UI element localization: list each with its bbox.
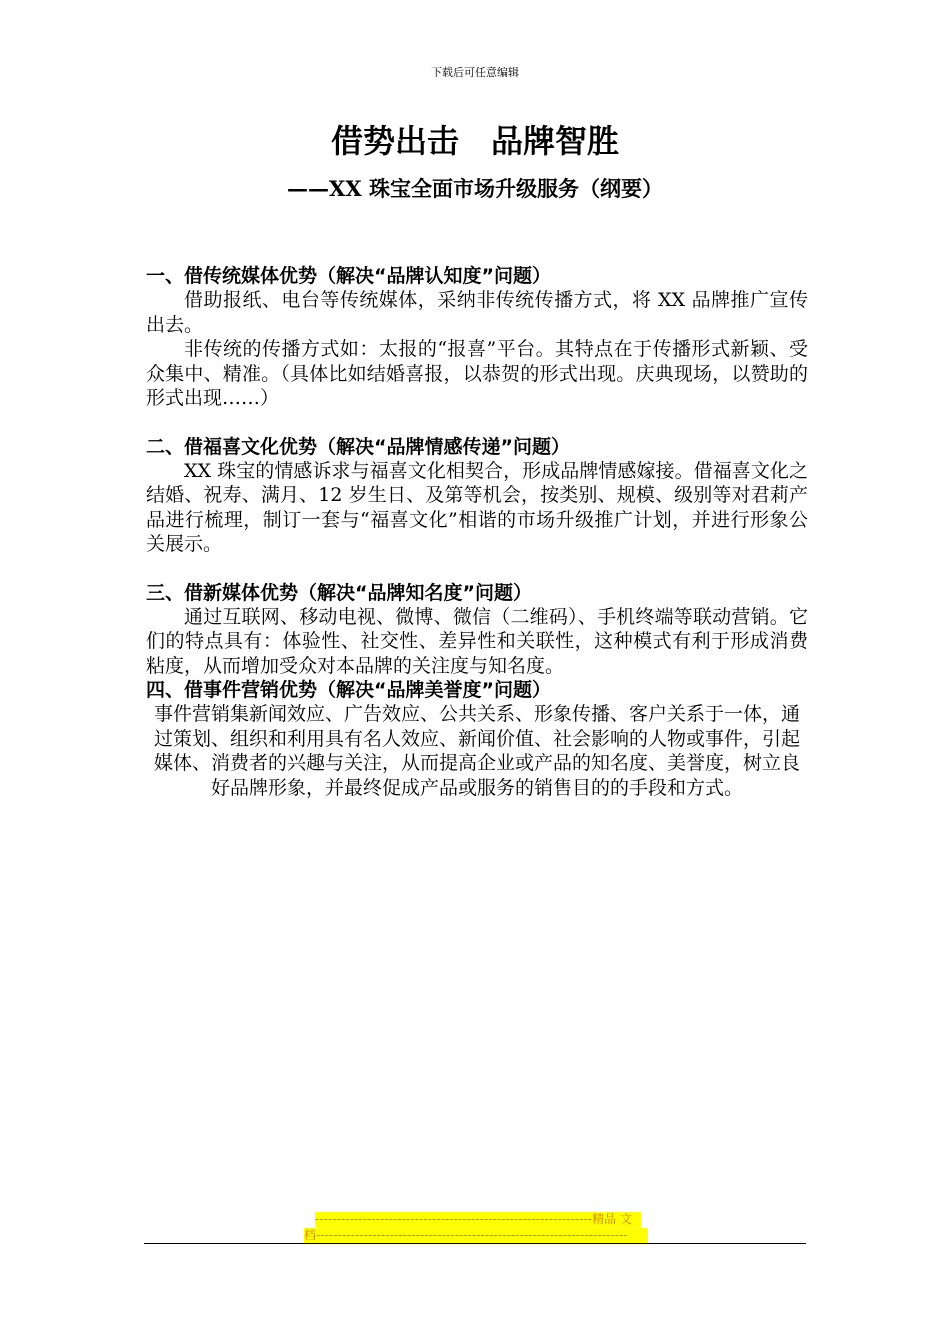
spacer <box>146 411 808 435</box>
section-4 <box>146 678 808 800</box>
paragraph: 非传统的传播方式如：太报的“报喜”平台。其特点在于传播形式新颖、受众集中、精准。（具体比如结婚喜报，以恭贺的形式出现。庆典现场，以赞助的形式出现……） <box>146 338 808 409</box>
footer-divider <box>144 1243 806 1244</box>
footer-line: 档------------------------------------------------------------------------ <box>304 1228 648 1243</box>
footer-line: ----------------------------------------------------------------精品 文 <box>315 1212 641 1227</box>
document-body <box>146 264 808 800</box>
paragraph: 借助报纸、电台等传统媒体，采纳非传统传播方式，将 XX 品牌推广宣传出去。 <box>146 289 808 336</box>
document-title: 借势出击 品牌智胜 <box>330 122 619 160</box>
document-subtitle: ——XX 珠宝全面市场升级服务（纲要） <box>287 176 663 201</box>
paragraph: 事件营销集新闻效应、广告效应、公共关系、形象传播、客户关系于一体，通过策划、组织和利用具有名人效应、新闻价值、社会影响的人物或事件，引起媒体、消费者的兴趣与关注，从而提高企业或产品的知名度、美誉度，树立良好品牌形象，并最终促成产品或服务的销售目的的手段和方式。 <box>153 703 800 799</box>
section-heading: 一、借传统媒体优势（解决“品牌认知度”问题） <box>146 265 551 287</box>
section-heading: 二、借福喜文化优势（解决“品牌情感传递”问题） <box>146 435 570 458</box>
section-2 <box>146 435 808 557</box>
section-3 <box>146 581 808 679</box>
paragraph: 通过互联网、移动电视、微博、微信（二维码）、手机终端等联动营销。它们的特点具有：体验性、社交性、差异性和关联性，这种模式有利于形成消费粘度，从而增加受众对本品牌的关注度与知名度。 <box>146 605 808 677</box>
header-note: 下载后可任意编辑 <box>431 66 519 79</box>
paragraph: XX 珠宝的情感诉求与福喜文化相契合，形成品牌情感嫁接。借福喜文化之结婚、祝寿、满月、12 岁生日、及第等机会，按类别、规模、级别等对君莉产品进行梳理，制订一套与“福喜文化”相谐的市场升级推广计划，并进行形象公关展示。 <box>146 459 808 555</box>
spacer <box>146 557 808 581</box>
section-1 <box>146 264 808 411</box>
section-heading: 四、借事件营销优势（解决“品牌美誉度”问题） <box>146 679 551 701</box>
section-heading: 三、借新媒体优势（解决“品牌知名度”问题） <box>146 581 532 604</box>
